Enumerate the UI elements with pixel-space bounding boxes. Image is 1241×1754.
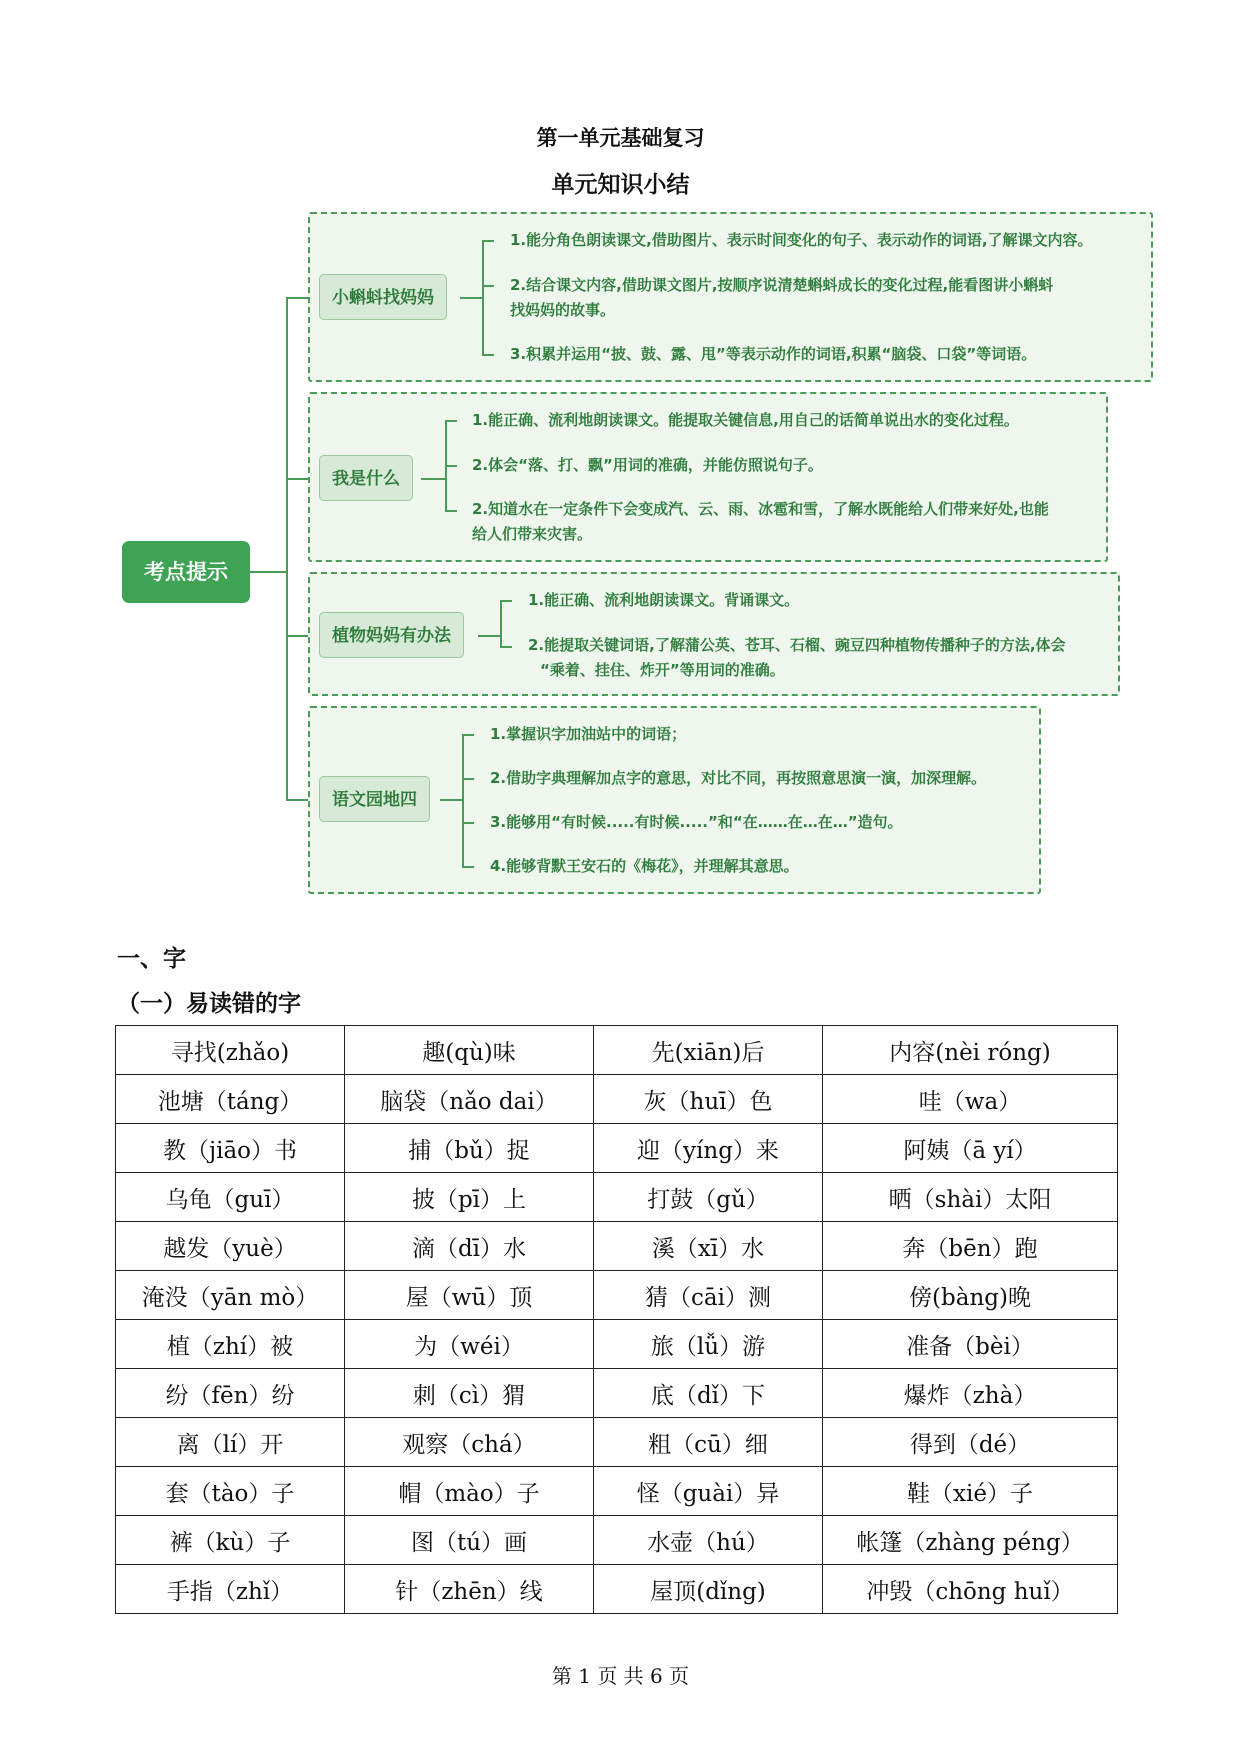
tick bbox=[445, 465, 457, 467]
topic-connector-4 bbox=[440, 799, 462, 801]
tick bbox=[462, 778, 474, 780]
table-cell: 教（jiāo）书 bbox=[116, 1124, 345, 1173]
table-cell: 植（zhí）被 bbox=[116, 1320, 345, 1369]
table-cell: 寻找(zhǎo) bbox=[116, 1026, 345, 1075]
table-cell: 傍(bàng)晚 bbox=[823, 1271, 1118, 1320]
table-cell: 阿姨（ā yí） bbox=[823, 1124, 1118, 1173]
table-cell: 怪（guài）异 bbox=[594, 1467, 823, 1516]
topic-what-am-i: 我是什么 bbox=[319, 455, 413, 501]
topic-plant-mothers: 植物妈妈有办法 bbox=[319, 612, 464, 658]
tick bbox=[445, 510, 457, 512]
table-cell: 披（pī）上 bbox=[345, 1173, 594, 1222]
table-row bbox=[116, 1124, 1118, 1173]
point-4-2: 2.借助字典理解加点字的意思，对比不同，再按照意思演一演，加深理解。 bbox=[490, 769, 987, 787]
table-cell: 帐篷（zhàng péng） bbox=[823, 1516, 1118, 1565]
point-4-1: 1.掌握识字加油站中的词语； bbox=[490, 725, 687, 743]
tick bbox=[462, 734, 474, 736]
table-row bbox=[116, 1565, 1118, 1614]
table-cell: 得到（dé） bbox=[823, 1418, 1118, 1467]
tick bbox=[500, 646, 512, 648]
table-cell: 为（wéi） bbox=[345, 1320, 594, 1369]
table-cell: 打鼓（gǔ） bbox=[594, 1173, 823, 1222]
table-cell: 爆炸（zhà） bbox=[823, 1369, 1118, 1418]
table-cell: 池塘（táng） bbox=[116, 1075, 345, 1124]
table-cell: 灰（huī）色 bbox=[594, 1075, 823, 1124]
topic-tadpole: 小蝌蚪找妈妈 bbox=[319, 274, 447, 320]
bracket-1 bbox=[482, 240, 484, 354]
point-1-2: 2.结合课文内容,借助课文图片,按顺序说清楚蝌蚪成长的变化过程,能看图讲小蝌蚪 bbox=[510, 276, 1054, 294]
tick bbox=[462, 866, 474, 868]
table-cell: 先(xiān)后 bbox=[594, 1026, 823, 1075]
topic-connector-3 bbox=[478, 635, 500, 637]
table-cell: 旅（lǚ）游 bbox=[594, 1320, 823, 1369]
table-cell: 脑袋（nǎo dai） bbox=[345, 1075, 594, 1124]
table-cell: 冲毁（chōng huǐ） bbox=[823, 1565, 1118, 1614]
table-row bbox=[116, 1222, 1118, 1271]
table-cell: 图（tú）画 bbox=[345, 1516, 594, 1565]
table-cell: 套（tào）子 bbox=[116, 1467, 345, 1516]
table-cell: 内容(nèi róng) bbox=[823, 1026, 1118, 1075]
table-cell: 帽（mào）子 bbox=[345, 1467, 594, 1516]
point-2-1: 1.能正确、流利地朗读课文。能提取关键信息,用自己的话简单说出水的变化过程。 bbox=[472, 411, 1019, 429]
table-cell: 屋顶(dǐng) bbox=[594, 1565, 823, 1614]
topic-language-garden: 语文园地四 bbox=[319, 776, 430, 822]
misread-characters-table bbox=[115, 1025, 1118, 1614]
topic-connector-1 bbox=[460, 297, 482, 299]
table-cell: 迎（yíng）来 bbox=[594, 1124, 823, 1173]
table-cell: 准备（bèi） bbox=[823, 1320, 1118, 1369]
document-title: 第一单元基础复习 bbox=[536, 126, 705, 150]
table-cell: 滴（dī）水 bbox=[345, 1222, 594, 1271]
summary-subtitle: 单元知识小结 bbox=[551, 172, 690, 198]
table-cell: 鞋（xié）子 bbox=[823, 1467, 1118, 1516]
point-2-3b: 给人们带来灾害。 bbox=[472, 525, 593, 543]
trunk-line bbox=[286, 297, 288, 799]
table-cell: 趣(qù)味 bbox=[345, 1026, 594, 1075]
table-cell: 粗（cū）细 bbox=[594, 1418, 823, 1467]
page-footer: 第 1 页 共 6 页 bbox=[551, 1664, 690, 1688]
point-3-1: 1.能正确、流利地朗读课文。背诵课文。 bbox=[528, 591, 800, 609]
table-row bbox=[116, 1173, 1118, 1222]
tick bbox=[445, 420, 457, 422]
table-cell: 哇（wa） bbox=[823, 1075, 1118, 1124]
table-cell: 裤（kù）子 bbox=[116, 1516, 345, 1565]
table-cell: 屋（wū）顶 bbox=[345, 1271, 594, 1320]
point-1-3: 3.积累并运用“披、鼓、露、甩”等表示动作的词语,积累“脑袋、口袋”等词语。 bbox=[510, 345, 1037, 363]
table-cell: 水壶（hú） bbox=[594, 1516, 823, 1565]
table-row bbox=[116, 1075, 1118, 1124]
point-3-2b: “乘着、挂住、炸开”等用词的准确。 bbox=[540, 661, 785, 679]
point-3-2: 2.能提取关键词语,了解蒲公英、苍耳、石榴、豌豆四种植物传播种子的方法,体会 bbox=[528, 636, 1066, 654]
table-cell: 猜（cāi）测 bbox=[594, 1271, 823, 1320]
table-cell: 越发（yuè） bbox=[116, 1222, 345, 1271]
point-1-1: 1.能分角色朗读课文,借助图片、表示时间变化的句子、表示动作的词语,了解课文内容。 bbox=[510, 231, 1093, 249]
table-cell: 淹没（yān mò） bbox=[116, 1271, 345, 1320]
section-heading-characters: 一、字 bbox=[117, 946, 186, 972]
table-row bbox=[116, 1369, 1118, 1418]
table-row bbox=[116, 1271, 1118, 1320]
tick bbox=[462, 822, 474, 824]
tick bbox=[500, 600, 512, 602]
table-cell: 捕（bǔ）捉 bbox=[345, 1124, 594, 1173]
section-heading-misread: （一）易读错的字 bbox=[117, 991, 301, 1017]
table-cell: 手指（zhǐ） bbox=[116, 1565, 345, 1614]
table-cell: 底（dǐ）下 bbox=[594, 1369, 823, 1418]
table-cell: 溪（xī）水 bbox=[594, 1222, 823, 1271]
bracket-3 bbox=[500, 600, 502, 646]
point-4-3: 3.能够用“有时候.....有时候.....”和“在……在…在…”造句。 bbox=[490, 813, 903, 831]
mindmap-root: 考点提示 bbox=[122, 541, 250, 603]
table-row bbox=[116, 1026, 1118, 1075]
bracket-4 bbox=[462, 734, 464, 866]
point-2-2: 2.体会“落、打、飘”用词的准确，并能仿照说句子。 bbox=[472, 456, 823, 474]
table-cell: 观察（chá） bbox=[345, 1418, 594, 1467]
point-1-2b: 找妈妈的故事。 bbox=[510, 301, 616, 319]
topic-connector-2 bbox=[421, 478, 445, 480]
table-row bbox=[116, 1516, 1118, 1565]
table-cell: 刺（cì）猬 bbox=[345, 1369, 594, 1418]
table-cell: 纷（fēn）纷 bbox=[116, 1369, 345, 1418]
table-cell: 晒（shài）太阳 bbox=[823, 1173, 1118, 1222]
tick bbox=[482, 285, 494, 287]
point-2-3: 2.知道水在一定条件下会变成汽、云、雨、冰雹和雪，了解水既能给人们带来好处,也能 bbox=[472, 500, 1049, 518]
table-row bbox=[116, 1320, 1118, 1369]
table-row bbox=[116, 1467, 1118, 1516]
table-cell: 离（lí）开 bbox=[116, 1418, 345, 1467]
table-cell: 乌龟（guī） bbox=[116, 1173, 345, 1222]
tick bbox=[482, 240, 494, 242]
table-cell: 针（zhēn）线 bbox=[345, 1565, 594, 1614]
tick bbox=[482, 354, 494, 356]
table-cell: 奔（bēn）跑 bbox=[823, 1222, 1118, 1271]
root-connector bbox=[250, 571, 286, 573]
table-row bbox=[116, 1418, 1118, 1467]
point-4-4: 4.能够背默王安石的《梅花》，并理解其意思。 bbox=[490, 857, 799, 875]
